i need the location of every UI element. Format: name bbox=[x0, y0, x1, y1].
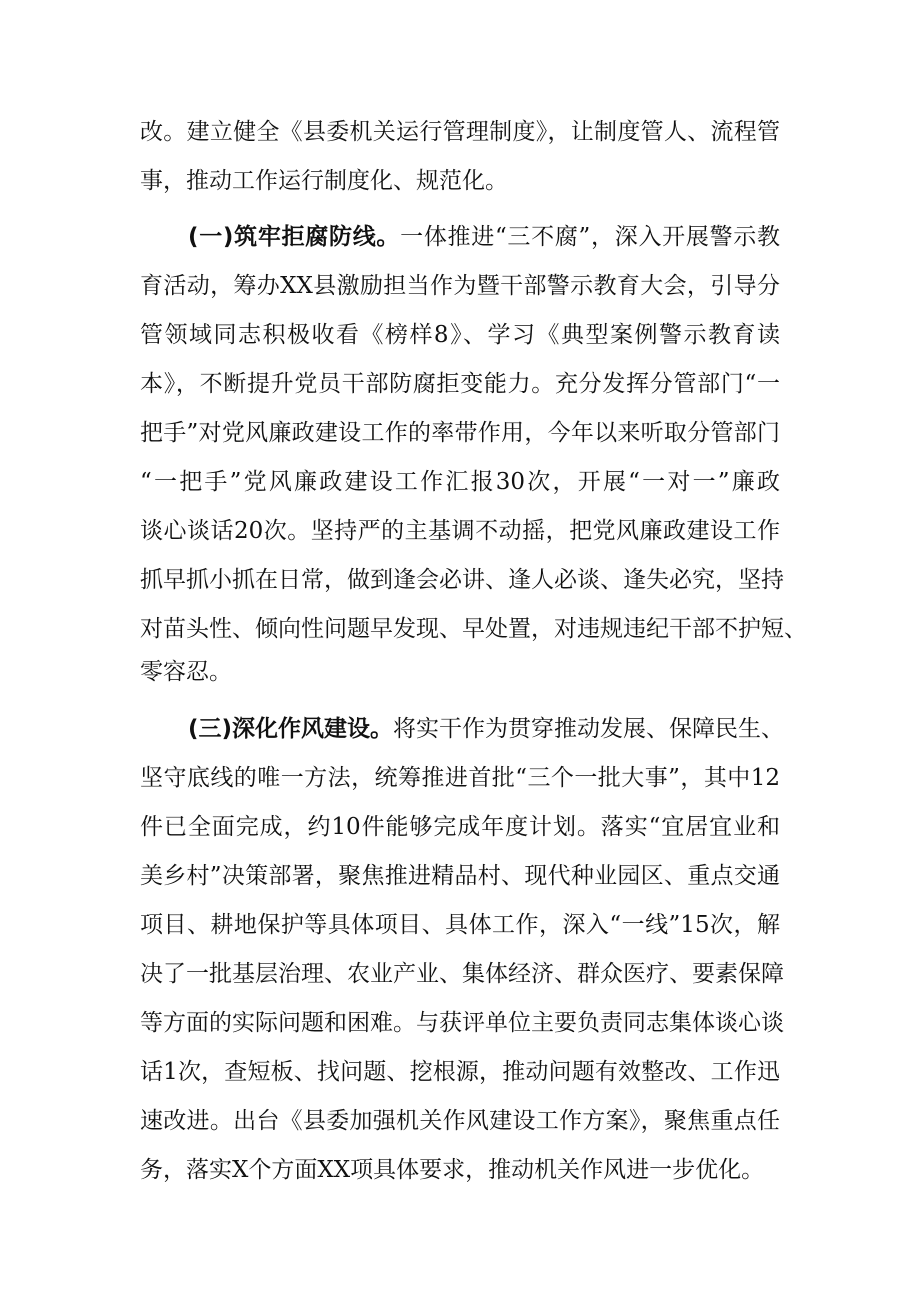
paragraph-1-line-1: 改。建立健全《县委机关运行管理制度》，让制度管人、流程管 bbox=[140, 119, 780, 145]
paragraph-3-line-9: 速改进。出台《县委加强机关作风建设工作方案》，聚焦重点任 bbox=[140, 1108, 780, 1134]
paragraph-3-line-3: 件已全面完成，约10件能够完成年度计划。落实“宜居宜业和 bbox=[140, 814, 780, 840]
paragraph-3-line-1-text: 将实干作为贯穿推动发展、保障民生、 bbox=[393, 716, 785, 742]
section-heading-1: (一)筑牢拒腐防线。 bbox=[188, 224, 401, 250]
paragraph-2-line-5: 把手”对党风廉政建设工作的率带作用，今年以来听取分管部门 bbox=[140, 420, 780, 446]
paragraph-3-line-5: 项目、耕地保护等具体项目、具体工作，深入“一线”15次，解 bbox=[140, 912, 780, 938]
paragraph-2-line-8: 抓早抓小抓在日常，做到逢会必讲、逢人必谈、逢失必究，坚持 bbox=[140, 567, 784, 593]
paragraph-3-line-10: 务，落实X个方面XX项具体要求，推动机关作风进一步优化。 bbox=[140, 1157, 765, 1183]
paragraph-2-line-10: 零容忍。 bbox=[140, 659, 232, 685]
paragraph-3-line-1 bbox=[188, 705, 785, 753]
paragraph-3-line-2: 坚守底线的唯一方法，统筹推进首批“三个一批大事”，其中12 bbox=[140, 765, 780, 791]
paragraph-2-line-4: 本》，不断提升党员干部防腐拒变能力。充分发挥分管部门“一 bbox=[140, 371, 780, 397]
section-heading-3: (三)深化作风建设。 bbox=[188, 716, 394, 742]
paragraph-2-line-6: “一把手”党风廉政建设工作汇报30次，开展“一对一”廉政 bbox=[140, 469, 780, 495]
paragraph-2-line-2: 育活动，筹办XX县激励担当作为暨干部警示教育大会，引导分 bbox=[140, 273, 780, 299]
paragraph-3-line-4: 美乡村”决策部署，聚焦推进精品村、现代种业园区、重点交通 bbox=[140, 863, 780, 889]
paragraph-3-line-6: 决了一批基层治理、农业产业、集体经济、群众医疗、要素保障 bbox=[140, 961, 784, 987]
paragraph-2-line-9: 对苗头性、倾向性问题早发现、早处置，对违规违纪干部不护短、 bbox=[140, 616, 807, 642]
paragraph-2-line-3: 管领域同志积极收看《榜样8》、学习《典型案例警示教育读 bbox=[140, 322, 780, 348]
paragraph-2-line-1-text: 一体推进“三不腐”，深入开展警示教 bbox=[400, 224, 780, 250]
paragraph-3-line-8: 话1次，查短板、找问题、挖根源，推动问题有效整改、工作迅 bbox=[140, 1059, 780, 1085]
paragraph-2-line-7: 谈心谈话20次。坚持严的主基调不动摇，把党风廉政建设工作 bbox=[140, 518, 780, 544]
paragraph-2-line-1 bbox=[188, 213, 780, 261]
paragraph-3-line-7: 等方面的实际问题和困难。与获评单位主要负责同志集体谈心谈 bbox=[140, 1010, 784, 1036]
paragraph-1-line-2: 事，推动工作运行制度化、规范化。 bbox=[140, 168, 508, 194]
